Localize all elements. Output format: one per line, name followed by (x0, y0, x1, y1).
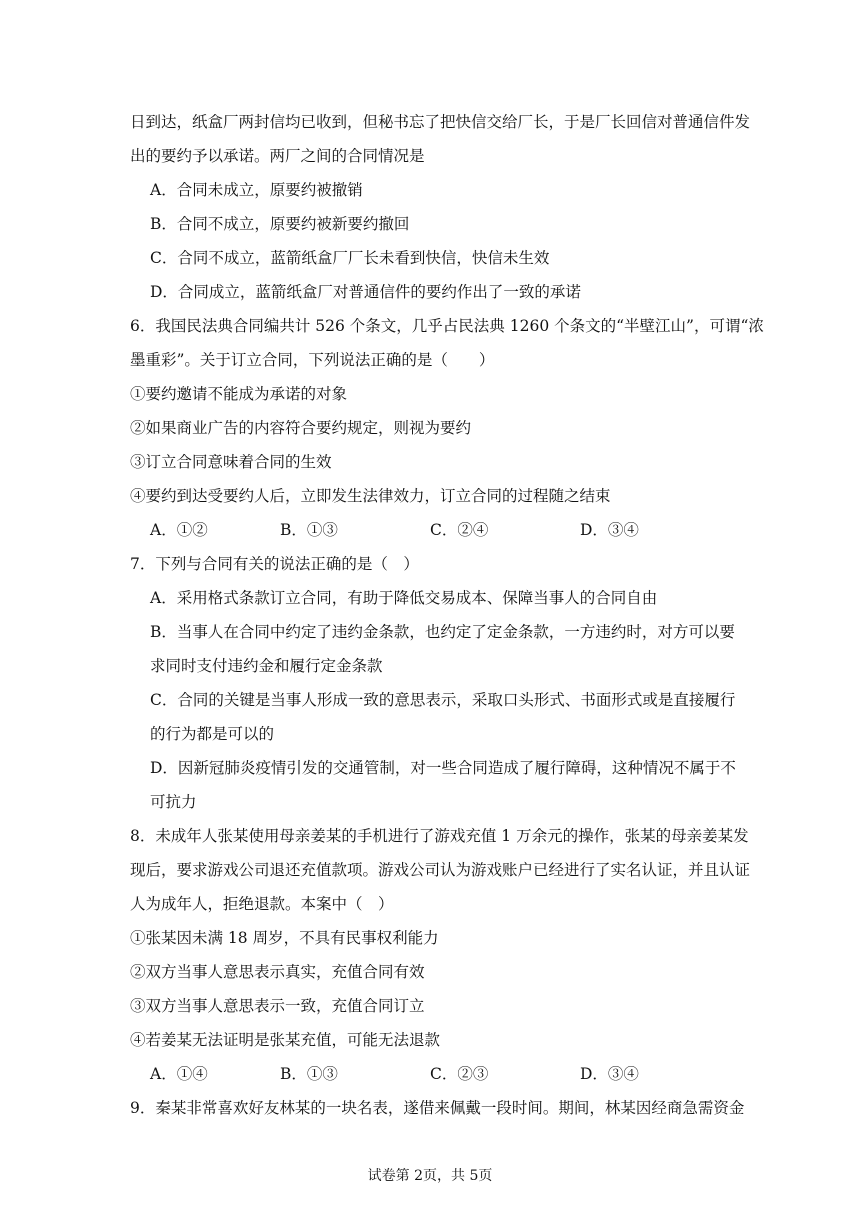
statement-4: ④若姜某无法证明是张某充值，可能无法退款 (130, 1031, 441, 1049)
q8-option-c: C．②③ (430, 1065, 489, 1083)
statement-1: ①要约邀请不能成为承诺的对象 (130, 385, 348, 403)
statement-3: ③双方当事人意思表示一致，充值合同订立 (130, 997, 425, 1015)
q6-option-c: C．②④ (430, 521, 489, 539)
q6-option-d: D．③④ (580, 521, 639, 539)
text-line: 日到达，纸盒厂两封信均已收到，但秘书忘了把快信交给厂长，于是厂长回信对普通信件发 (130, 113, 751, 131)
q8-option-d: D．③④ (580, 1065, 639, 1083)
question-9: 9．秦某非常喜欢好友林某的一块名表，遂借来佩戴一段时间。期间，林某因经商急需资金 (130, 1099, 745, 1117)
option-b: B．合同不成立，原要约被新要约撤回 (150, 215, 410, 233)
text-line: 现后，要求游戏公司退还充值款项。游戏公司认为游戏账户已经进行了实名认证，并且认证 (130, 861, 751, 879)
text-line: 墨重彩”。关于订立合同，下列说法正确的是（ ） (130, 351, 495, 369)
option-c: C．合同不成立，蓝箭纸盒厂厂长未看到快信，快信未生效 (150, 249, 550, 267)
option-a: A．合同未成立，原要约被撤销 (150, 181, 363, 199)
page-footer: 试卷第 2页，共 5页 (367, 1168, 493, 1184)
statement-3: ③订立合同意味着合同的生效 (130, 453, 332, 471)
q8-option-a: A．①④ (150, 1065, 208, 1083)
statement-2: ②双方当事人意思表示真实，充值合同有效 (130, 963, 425, 981)
option-d: D．合同成立，蓝箭纸盒厂对普通信件的要约作出了一致的承诺 (150, 283, 581, 301)
question-6: 6．我国民法典合同编共计 526 个条文，几乎占民法典 1260 个条文的“半壁江山”，可谓“浓 (130, 317, 764, 335)
option-b: B．当事人在合同中约定了违约金条款，也约定了定金条款，一方违约时，对方可以要 (150, 623, 735, 641)
option-a: A．采用格式条款订立合同，有助于降低交易成本、保障当事人的合同自由 (150, 589, 658, 607)
text-line: 的行为都是可以的 (150, 725, 275, 743)
option-d: D．因新冠肺炎疫情引发的交通管制，对一些合同造成了履行障碍，这种情况不属于不 (150, 759, 736, 777)
text-line: 出的要约予以承诺。两厂之间的合同情况是 (130, 147, 425, 165)
q6-option-a: A．①② (150, 521, 208, 539)
text-line: 求同时支付违约金和履行定金条款 (150, 657, 383, 675)
question-8: 8．未成年人张某使用母亲姜某的手机进行了游戏充值 1 万余元的操作，张某的母亲姜某发 (130, 827, 749, 845)
text-line: 可抗力 (150, 793, 197, 811)
option-c: C．合同的关键是当事人形成一致的意思表示，采取口头形式、书面形式或是直接履行 (150, 691, 736, 709)
text-line: 人为成年人，拒绝退款。本案中（ ） (130, 895, 394, 913)
q8-option-b: B．①③ (280, 1065, 338, 1083)
statement-4: ④要约到达受要约人后，立即发生法律效力，订立合同的过程随之结束 (130, 487, 611, 505)
question-7: 7．下列与合同有关的说法正确的是（ ） (130, 555, 419, 573)
q6-option-b: B．①③ (280, 521, 338, 539)
statement-1: ①张某因未满 18 周岁，不具有民事权利能力 (130, 929, 439, 947)
statement-2: ②如果商业广告的内容符合要约规定，则视为要约 (130, 419, 472, 437)
